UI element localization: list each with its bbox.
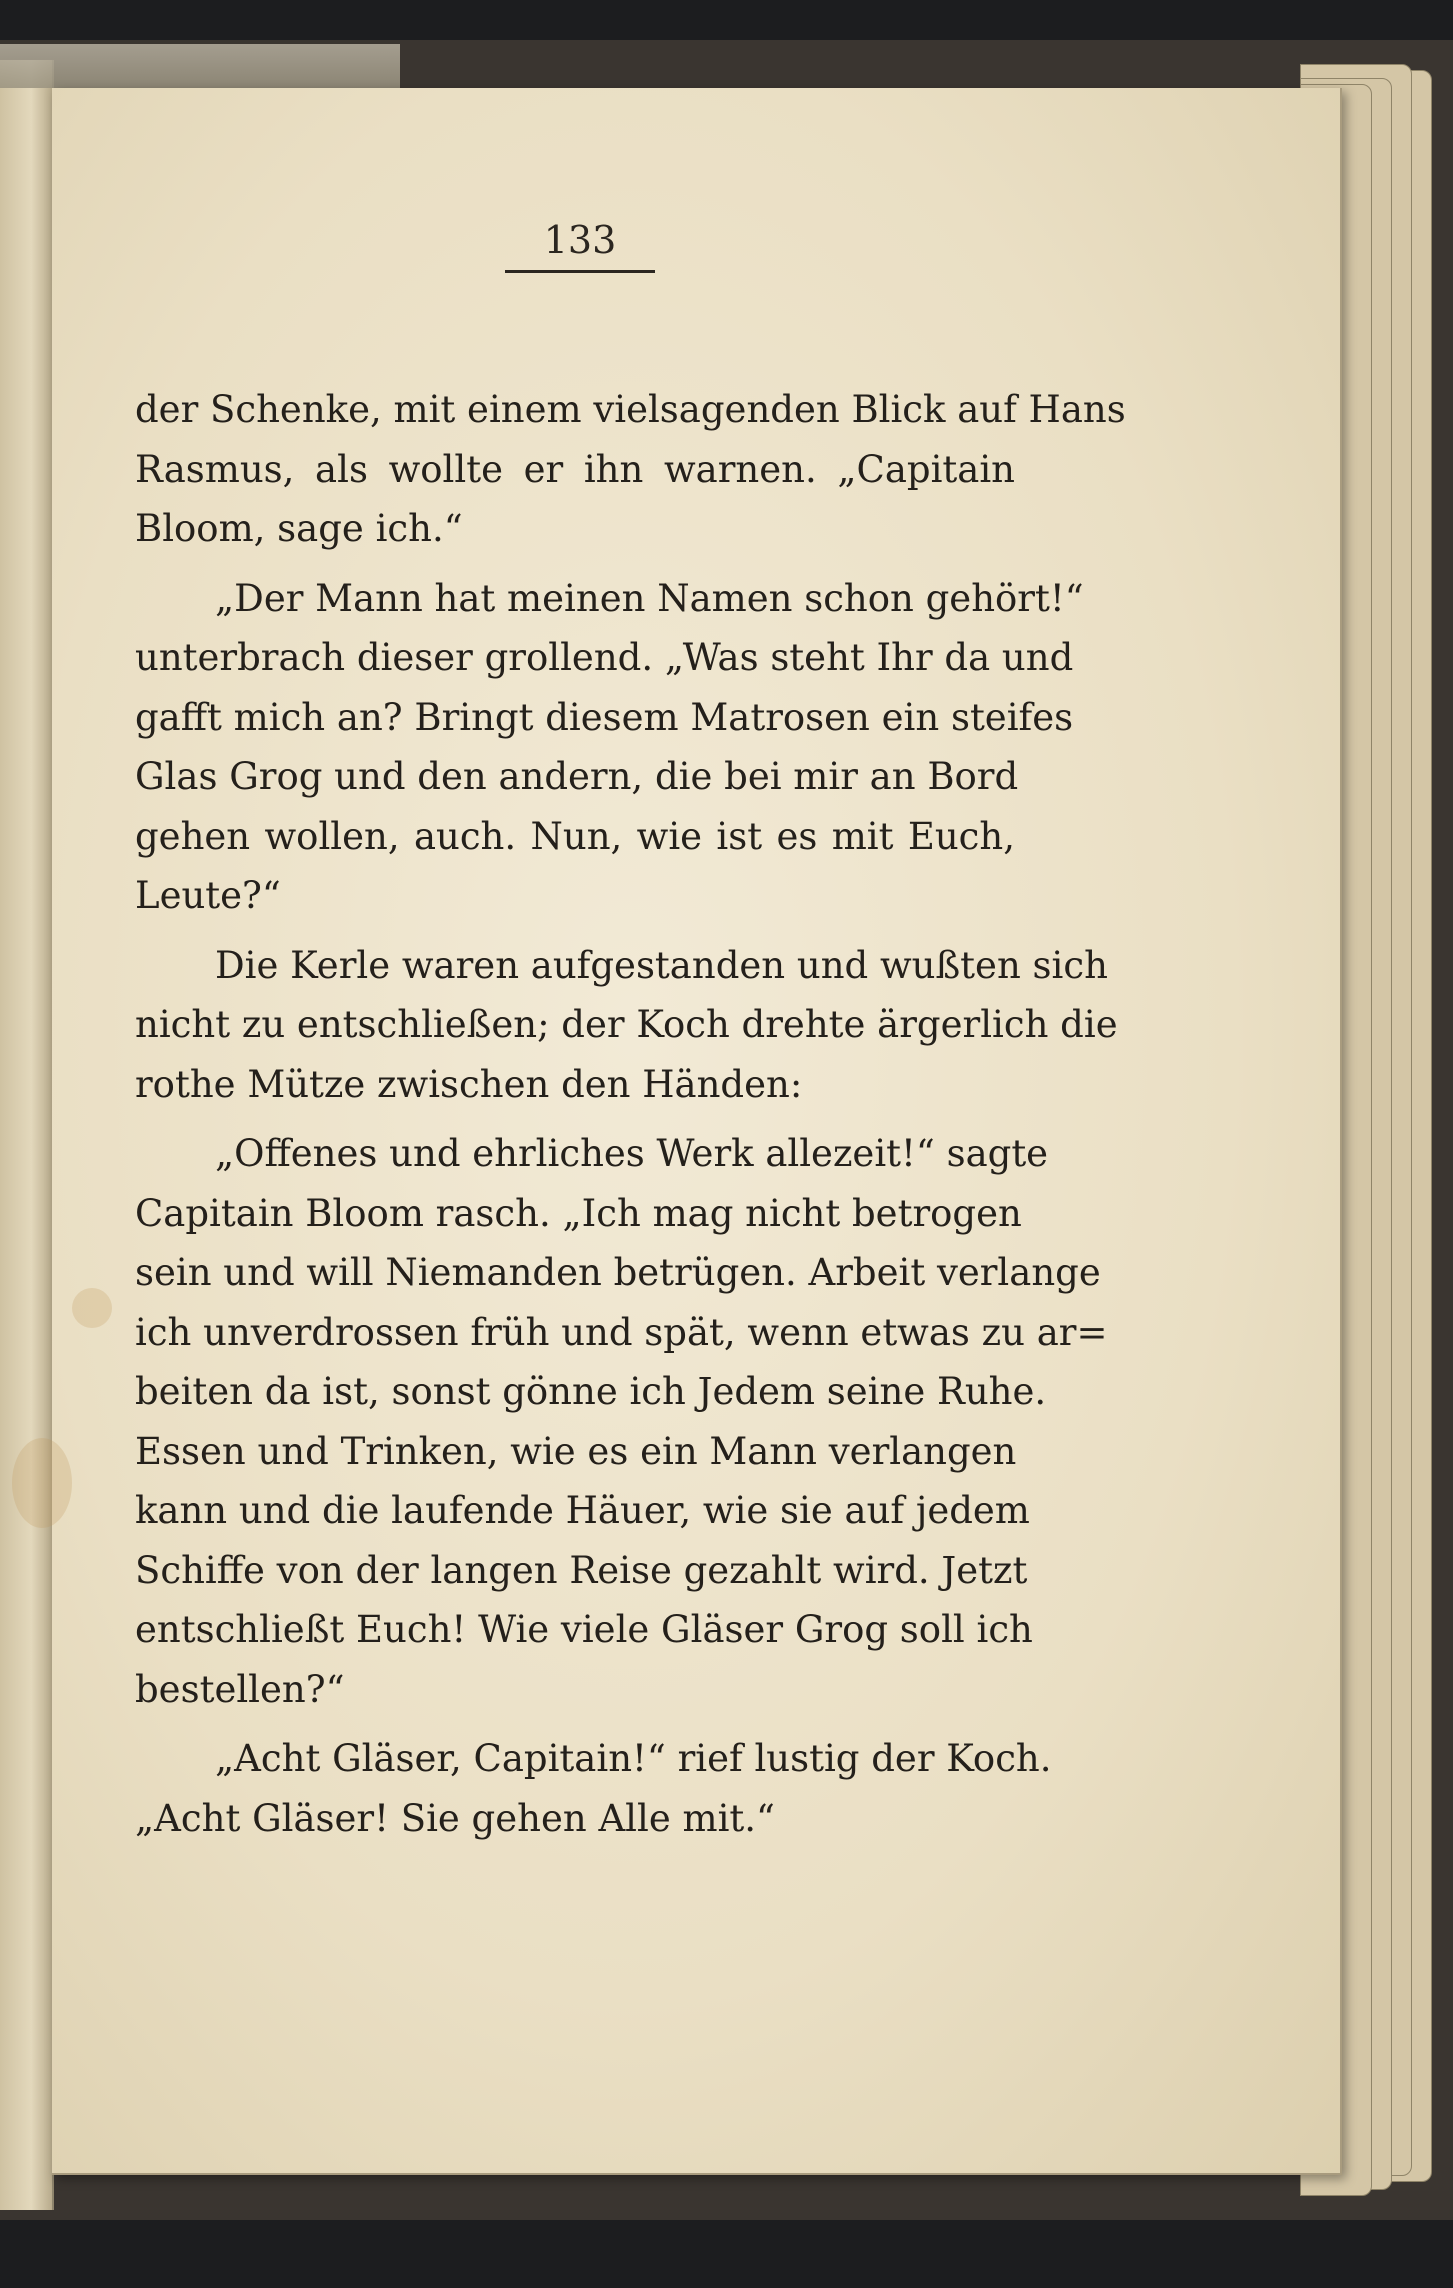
text-line: Schiffe von der langen Reise gezahlt wird. Jetzt [135,1548,1028,1592]
left-page-edge [0,60,54,2210]
text-line: Leute?“ [135,874,281,917]
text-line: der Schenke, mit einem vielsagenden Blick auf Hans [135,388,1126,431]
paragraph [135,380,1126,559]
text-line: sein und will Niemanden betrügen. Arbeit verlange [135,1251,1101,1294]
text-line: Bloom, sage ich.“ [135,507,463,550]
text-line: Rasmus, als wollte er ihn warnen. „Capitain [135,447,1015,491]
body-text [135,380,1126,1848]
text-line: rothe Mütze zwischen den Händen: [135,1062,803,1106]
paragraph-gap [135,926,1015,936]
text-line: Glas Grog und den andern, die bei mir an Bord [135,755,1019,798]
text-line: Die Kerle waren aufgestanden und wußten sich [215,943,1108,987]
text-line: „Acht Gläser! Sie gehen Alle mit.“ [135,1796,775,1840]
text-line: ich unverdrossen früh und spät, wenn etwas zu ar= [135,1310,1108,1354]
text-line: nicht zu entschließen; der Koch drehte ärgerlich die [135,1003,1118,1046]
text-line: „Acht Gläser, Capitain!“ rief lustig der Koch. [215,1737,1052,1780]
paragraph [135,1124,1108,1719]
text-line: bestellen?“ [135,1667,345,1711]
text-line: entschließt Euch! Wie viele Gläser Grog soll ich [135,1608,1033,1651]
text-line: „Der Mann hat meinen Namen schon gehört!“ [215,576,1084,620]
text-line: „Offenes und ehrliches Werk allezeit!“ sagte [215,1132,1049,1175]
stain [72,1288,112,1328]
paragraph-gap [135,559,1015,569]
page-number: 133 [543,218,617,262]
text-line: gehen wollen, auch. Nun, wie ist es mit Euch, [135,814,1015,858]
paragraph [135,936,1118,1115]
text-line: gafft mich an? Bringt diesem Matrosen ein steifes [135,695,1074,739]
paragraph-gap [135,1719,1015,1729]
text-line: unterbrach dieser grollend. „Was steht Ihr da und [135,636,1074,679]
stain [12,1438,72,1528]
text-line: kann und die laufende Häuer, wie sie auf jedem [135,1489,1030,1532]
paragraph [135,1729,1052,1848]
paragraph [135,569,1084,926]
text-line: beiten da ist, sonst gönne ich Jedem seine Ruhe. [135,1370,1047,1413]
text-line: Capitain Bloom rasch. „Ich mag nicht betrogen [135,1191,1022,1235]
paragraph-gap [135,1114,1015,1124]
binding-tape [0,44,400,88]
header-rule [505,270,655,273]
text-line: Essen und Trinken, wie es ein Mann verlangen [135,1429,1017,1473]
